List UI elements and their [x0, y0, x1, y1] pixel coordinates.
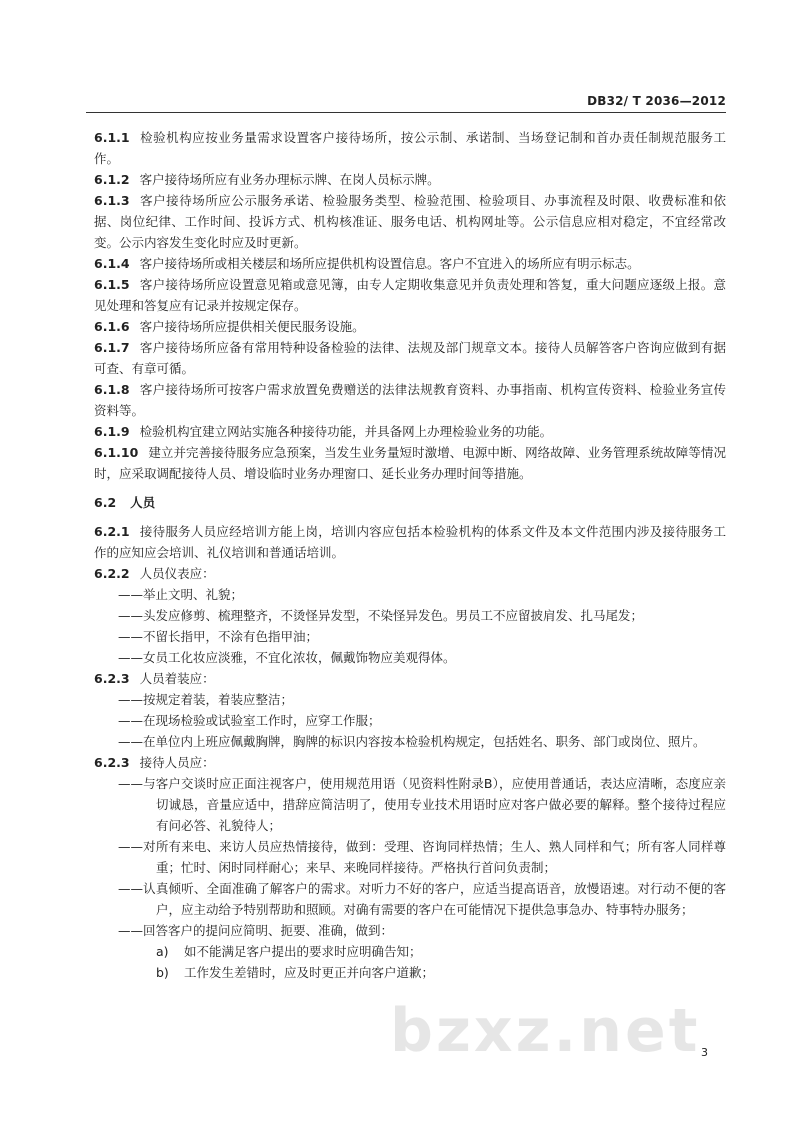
- clause-6-1-1: [94, 127, 726, 169]
- sub-item-letter: a): [156, 944, 169, 959]
- sub-list-item: [94, 962, 726, 983]
- clause-number: 6.1.4: [94, 256, 130, 271]
- clause-text: 人员仪表应：: [139, 566, 215, 581]
- section-heading-6-2: [94, 492, 726, 513]
- clause-6-1-3: [94, 190, 726, 253]
- list-item: ——与客户交谈时应正面注视客户，使用规范用语（见资料性附录B），应使用普通话，表达应清晰，态度应亲切诚恳，音量应适中，措辞应简洁明了，使用专业技术用语时应对客户做必要的解释。整个接待过程应有问必答、礼貌待人；: [118, 776, 726, 833]
- list-item: ——对所有来电、来访人员应热情接待，做到：受理、咨询同样热情；生人、熟人同样和气；所有客人同样尊重；忙时、闲时同样耐心；来早、来晚同样接待。严格执行首问负责制；: [118, 839, 726, 875]
- clause-6-1-6: [94, 316, 726, 337]
- clause-number: 6.1.3: [94, 193, 130, 208]
- section-number: 6.2: [94, 495, 117, 510]
- clause-number: 6.2.3: [94, 755, 130, 770]
- document-code: DB32/ T 2036—2012: [587, 94, 726, 108]
- sub-item-letter: b): [156, 965, 169, 980]
- clause-6-1-2: [94, 169, 726, 190]
- page-header: [86, 88, 726, 113]
- list-item: ——认真倾听、全面准确了解客户的需求。对听力不好的客户，应适当提高语音，放慢语速。对行动不便的客户，应主动给予特别帮助和照顾。对确有需要的客户在可能情况下提供急事急办、特事特办服务；: [118, 881, 726, 917]
- document-body: [94, 127, 726, 983]
- clause-6-1-4: [94, 253, 726, 274]
- section-6-1-items: [94, 127, 726, 484]
- list-item: ——在现场检验或试验室工作时，应穿工作服；: [118, 713, 381, 728]
- list-item: ——头发应修剪、梳理整齐，不烫怪异发型，不染怪异发色。男员工不应留披肩发、扎马尾发；: [118, 608, 644, 623]
- sub-list-item: [94, 941, 726, 962]
- clause-text: 客户接待场所或相关楼层和场所应提供机构设置信息。客户不宜进入的场所应有明示标志。: [139, 256, 640, 271]
- clause-6-2-2: [94, 563, 726, 584]
- clause-6-2-1: [94, 521, 726, 563]
- clause-text: 客户接待场所应有业务办理标示牌、在岗人员标示牌。: [139, 172, 440, 187]
- clause-text: 人员着装应：: [139, 671, 215, 686]
- clause-6-1-5: [94, 274, 726, 316]
- clause-number: 6.1.7: [94, 340, 130, 355]
- clause-number: 6.1.9: [94, 424, 130, 439]
- clause-text: 接待服务人员应经培训方能上岗，培训内容应包括本检验机构的体系文件及本文件范围内涉及接待服务工作的应知应会培训、礼仪培训和普通话培训。: [94, 524, 726, 560]
- sub-item-text: 如不能满足客户提出的要求时应明确告知；: [184, 944, 422, 959]
- clause-number: 6.1.8: [94, 382, 130, 397]
- list-item: ——按规定着装，着装应整洁；: [118, 692, 294, 707]
- clause-text: 接待人员应：: [139, 755, 215, 770]
- clause-6-1-8: [94, 379, 726, 421]
- clause-text: 客户接待场所应备有常用特种设备检验的法律、法规及部门规章文本。接待人员解答客户咨询应做到有据可查、有章可循。: [94, 340, 726, 376]
- list-item: ——不留长指甲，不涂有色指甲油；: [118, 629, 319, 644]
- clause-number: 6.1.10: [94, 445, 139, 460]
- clause-text: 客户接待场所可按客户需求放置免费赠送的法律法规教育资料、办事指南、机构宣传资料、检验业务宣传资料等。: [94, 382, 726, 418]
- clause-number: 6.1.5: [94, 277, 130, 292]
- clause-text: 客户接待场所应提供相关便民服务设施。: [139, 319, 365, 334]
- clause-text: 检验机构应按业务量需求设置客户接待场所，按公示制、承诺制、当场登记制和首办责任制规范服务工作。: [94, 130, 726, 166]
- clause-6-2-3-reception: [94, 752, 726, 773]
- clause-6-1-10: [94, 442, 726, 484]
- clause-text: 客户接待场所应设置意见箱或意见簿，由专人定期收集意见并负责处理和答复，重大问题应逐级上报。意见处理和答复应有记录并按规定保存。: [94, 277, 726, 313]
- clause-number: 6.2.2: [94, 566, 130, 581]
- clause-6-1-9: [94, 421, 726, 442]
- clause-number: 6.1.2: [94, 172, 130, 187]
- section-title: 人员: [130, 495, 156, 510]
- clause-number: 6.1.1: [94, 130, 130, 145]
- clause-text: 客户接待场所应公示服务承诺、检验服务类型、检验范围、检验项目、办事流程及时限、收费标准和依据、岗位纪律、工作时间、投诉方式、机构核准证、服务电话、机构网址等。公示信息应相对稳定，不宜经常改变。公示内容发生变化时应及时更新。: [94, 193, 726, 250]
- list-item: ——在单位内上班应佩戴胸牌，胸牌的标识内容按本检验机构规定，包括姓名、职务、部门或岗位、照片。: [118, 734, 706, 749]
- list-item: ——回答客户的提问应简明、扼要、准确，做到：: [118, 923, 394, 938]
- clause-number: 6.2.3: [94, 671, 130, 686]
- clause-text: 建立并完善接待服务应急预案，当发生业务量短时激增、电源中断、网络故障、业务管理系统故障等情况时，应采取调配接待人员、增设临时业务办理窗口、延长业务办理时间等措施。: [94, 445, 726, 481]
- clause-6-1-7: [94, 337, 726, 379]
- clause-number: 6.1.6: [94, 319, 130, 334]
- list-item: ——举止文明、礼貌；: [118, 587, 244, 602]
- list-item: ——女员工化妆应淡雅，不宜化浓妆，佩戴饰物应美观得体。: [118, 650, 456, 665]
- clause-number: 6.2.1: [94, 524, 130, 539]
- clause-text: 检验机构宜建立网站实施各种接待功能，并具备网上办理检验业务的功能。: [139, 424, 553, 439]
- sub-item-text: 工作发生差错时，应及时更正并向客户道歉；: [184, 965, 435, 980]
- watermark: bzxz.net: [390, 996, 701, 1066]
- clause-6-2-3-dress: [94, 668, 726, 689]
- page-number: 3: [701, 1046, 708, 1059]
